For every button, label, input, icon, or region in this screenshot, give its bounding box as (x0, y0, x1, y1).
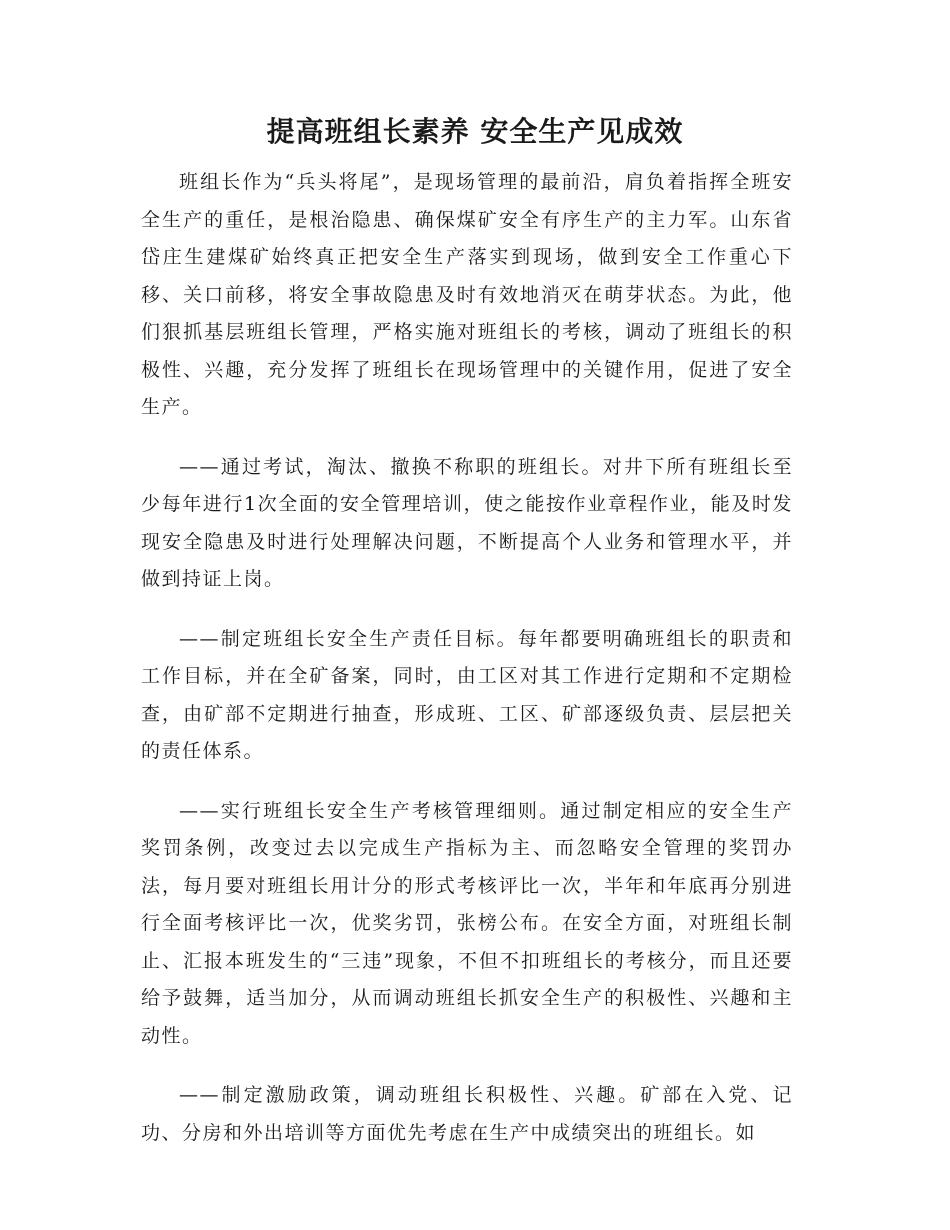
paragraph-incentive: ——制定激励政策，调动班组长积极性、兴趣。矿部在入党、记功、分房和外出培训等方面优先考虑在生产中成绩突出的班组长。如 (141, 1084, 793, 1144)
paragraph-responsibility: ——制定班组长安全生产责任目标。每年都要明确班组长的职责和工作目标，并在全矿备案，同时，由工区对其工作进行定期和不定期检查，由矿部不定期进行抽查，形成班、工区、矿部逐级负责、层层把关的责任体系。 (141, 627, 793, 762)
paragraph-intro: 班组长作为“兵头将尾”，是现场管理的最前沿，肩负着指挥全班安全生产的重任，是根治隐患、确保煤矿安全有序生产的主力军。山东省岱庄生建煤矿始终真正把安全生产落实到现场，做到安全工作重心下移、关口前移，将安全事故隐患及时有效地消灭在萌芽状态。为此，他们狠抓基层班组长管理，严格实施对班组长的考核，调动了班组长的积极性、兴趣，充分发挥了班组长在现场管理中的关键作用，促进了安全生产。 (141, 171, 793, 418)
paragraph-assessment: ——实行班组长安全生产考核管理细则。通过制定相应的安全生产奖罚条例，改变过去以完成生产指标为主、而忽略安全管理的奖罚办法，每月要对班组长用计分的形式考核评比一次，半年和年底再分别进行全面考核评比一次，优奖劣罚，张榜公布。在安全方面，对班组长制止、汇报本班发生的“三违”现象，不但不扣班组长的考核分，而且还要给予鼓舞，适当加分，从而调动班组长抓安全生产的积极性、兴趣和主动性。 (141, 799, 793, 1047)
paragraph-exam: ——通过考试，淘汰、撤换不称职的班组长。对井下所有班组长至少每年进行1次全面的安全管理培训，使之能按作业章程作业，能及时发现安全隐患及时进行处理解决问题，不断提高个人业务和管理水平，并做到持证上岗。 (141, 455, 793, 590)
document-body (141, 164, 793, 1174)
document-title: 提高班组长素养 安全生产见成效 (266, 115, 684, 148)
